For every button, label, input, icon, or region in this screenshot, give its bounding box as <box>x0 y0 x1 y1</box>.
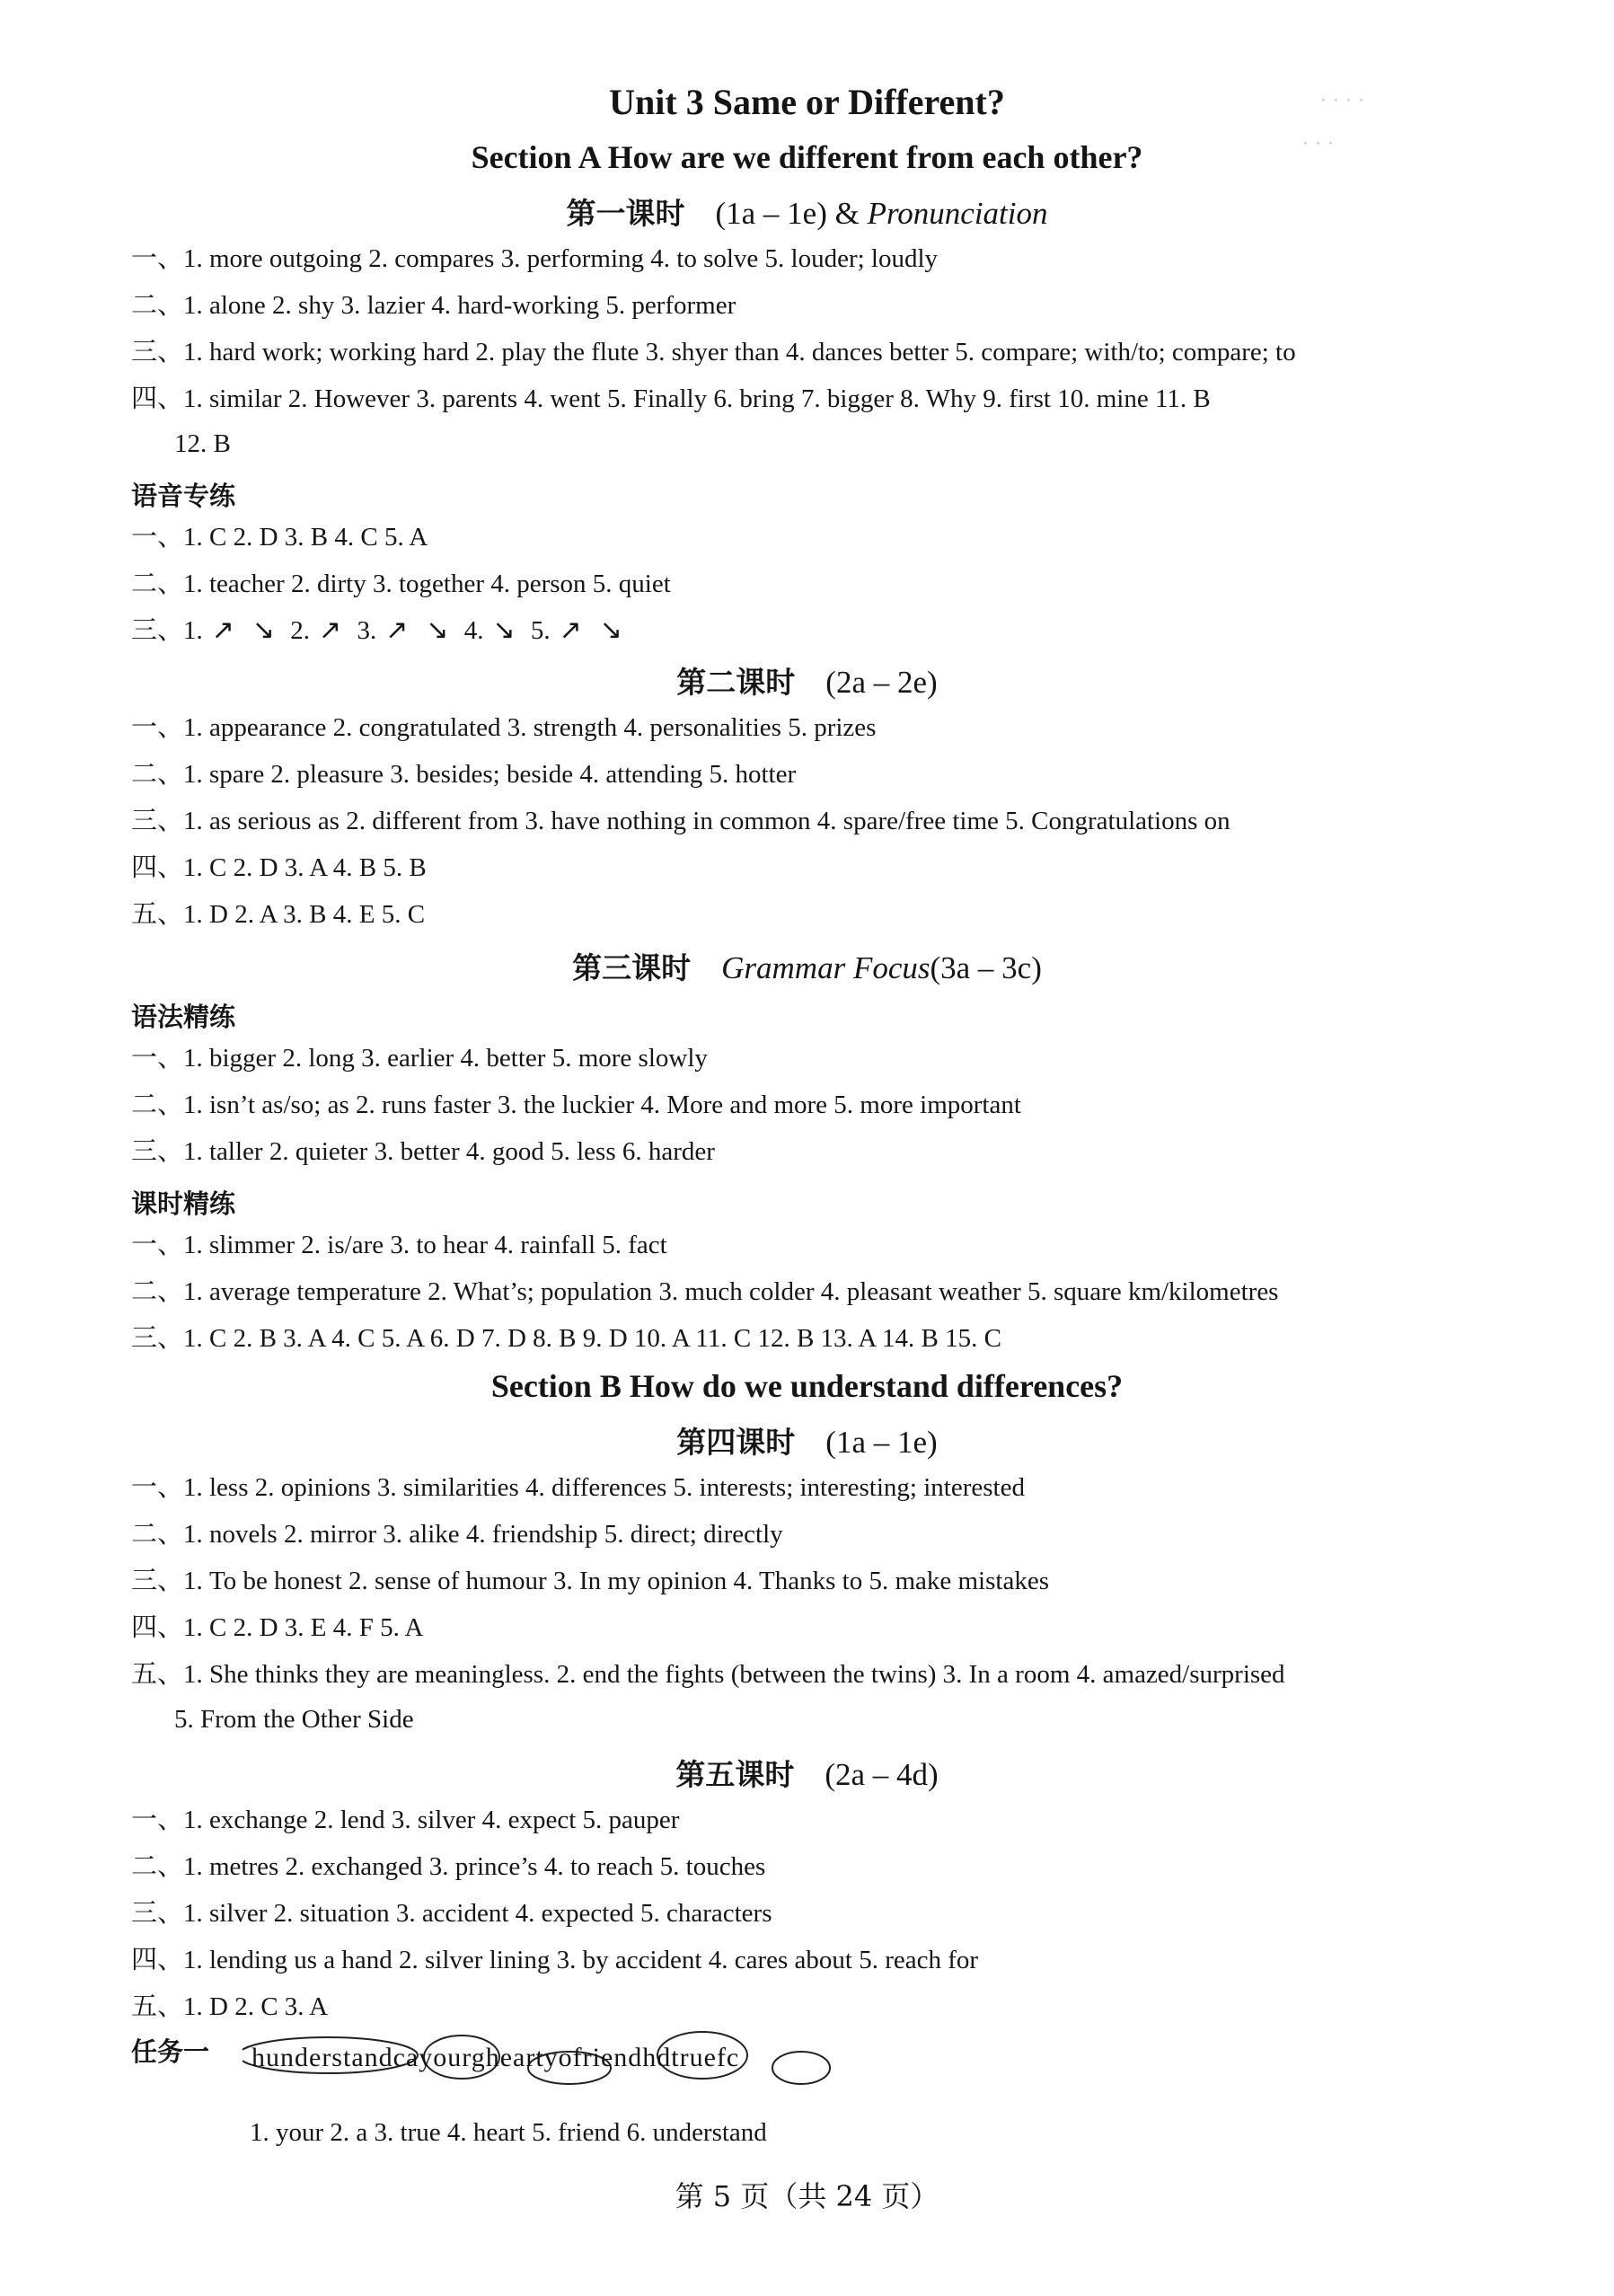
falling-arrow-icon: ↘ <box>251 614 276 646</box>
answer-row: 一、1. C 2. D 3. B 4. C 5. A <box>131 523 428 552</box>
answer-row: 一、1. appearance 2. congratulated 3. strength 4. personalities 5. prizes <box>131 713 877 742</box>
scan-noise: · · · · <box>1320 90 1364 112</box>
lesson-2-heading: 第二课时 (2a – 2e) <box>676 665 938 700</box>
falling-arrow-icon: ↘ <box>426 614 449 646</box>
answer-row: 四、1. similar 2. However 3. parents 4. went 5. Finally 6. bring 7. bigger 8. Why 9. first 10. mine 11. B <box>131 384 1211 413</box>
answer-row: 三、1. C 2. B 3. A 4. C 5. A 6. D 7. D 8. B 9. D 10. A 11. C 12. B 13. A 14. B 15. C <box>131 1324 1001 1353</box>
lesson-1-en-italic: Pronunciation <box>867 196 1048 231</box>
answer-row: 三、1. hard work; working hard 2. play the flute 3. shyer than 4. dances better 5. compare; with/to; compare; to <box>131 338 1296 366</box>
answer-row: 三、1. taller 2. quieter 3. better 4. good 5. less 6. harder <box>131 1137 715 1166</box>
answer-row: 三、1. as serious as 2. different from 3. have nothing in common 4. spare/free time 5. Congratulations on <box>131 807 1230 835</box>
answer-row: 一、1. less 2. opinions 3. similarities 4. differences 5. interests; interesting; interested <box>131 1473 1025 1502</box>
lesson-4-heading: 第四课时 (1a – 1e) <box>676 1425 938 1460</box>
rising-arrow-icon: ↗ <box>559 614 582 646</box>
answer-row: 二、1. spare 2. pleasure 3. besides; beside 4. attending 5. hotter <box>131 760 797 789</box>
subheading-grammar: 语法精练 <box>131 1002 236 1032</box>
answer-row: 四、1. C 2. D 3. E 4. F 5. A <box>131 1613 424 1642</box>
unit-title: Unit 3 Same or Different? <box>609 82 1005 122</box>
answer-row: 12. B <box>174 429 231 458</box>
answer-row: 二、1. metres 2. exchanged 3. prince’s 4. to reach 5. touches <box>131 1852 766 1881</box>
lesson-1-heading <box>0 190 1614 233</box>
answer-row: 二、1. novels 2. mirror 3. alike 4. friendship 5. direct; directly <box>131 1520 783 1549</box>
task-one-label: 任务一 <box>131 2036 210 2067</box>
lesson-5-heading: 第五课时 (2a – 4d) <box>675 1757 939 1792</box>
subheading-phonetics: 语音专练 <box>131 481 236 511</box>
section-b-title: Section B How do we understand differences? <box>490 1368 1124 1404</box>
answer-row: 一、1. more outgoing 2. compares 3. performing 4. to solve 5. louder; loudly <box>131 244 939 273</box>
answer-row: 四、1. C 2. D 3. A 4. B 5. B <box>131 853 427 882</box>
falling-arrow-icon: ↘ <box>492 614 516 646</box>
answer-row: 五、1. D 2. C 3. A <box>131 1992 329 2021</box>
answer-row: 二、1. teacher 2. dirty 3. together 4. person 5. quiet <box>131 570 671 598</box>
answer-row: 二、1. alone 2. shy 3. lazier 4. hard-working 5. performer <box>131 291 736 320</box>
task-answers: 1. your 2. a 3. true 4. heart 5. friend 6. understand <box>250 2118 767 2147</box>
answer-row: 一、1. slimmer 2. is/are 3. to hear 4. rainfall 5. fact <box>131 1231 667 1259</box>
lesson-1-en: (1a – 1e) & <box>715 196 868 231</box>
page-footer: 第 5 页（共 24 页） <box>675 2179 939 2213</box>
word-loop <box>772 2052 830 2084</box>
rising-arrow-icon: ↗ <box>385 614 409 646</box>
lesson-3-heading: 第三课时 Grammar Focus(3a – 3c) <box>572 950 1042 985</box>
answer-row: 四、1. lending us a hand 2. silver lining 3. by accident 4. cares about 5. reach for <box>131 1946 979 1974</box>
word-chain-figure <box>243 2021 871 2102</box>
scan-noise: · · · <box>1302 133 1334 155</box>
answer-row: 一、1. bigger 2. long 3. earlier 4. better 5. more slowly <box>131 1044 708 1073</box>
subheading-lesson-practice: 课时精练 <box>131 1188 236 1219</box>
falling-arrow-icon: ↘ <box>599 614 622 646</box>
answer-row: 二、1. isn’t as/so; as 2. runs faster 3. the luckier 4. More and more 5. more important <box>131 1091 1021 1119</box>
answer-row: 5. From the Other Side <box>174 1705 414 1734</box>
answer-row: 三、1. To be honest 2. sense of humour 3. In my opinion 4. Thanks to 5. make mistakes <box>131 1567 1049 1595</box>
row-label: 三、 <box>131 616 184 645</box>
answer-row: 二、1. average temperature 2. What’s; population 3. much colder 4. pleasant weather 5. square km/kilometres <box>131 1277 1279 1306</box>
answer-row: 五、1. D 2. A 3. B 4. E 5. C <box>131 900 426 929</box>
word-chain-letters: hunderstandcayourgheartyofriendhdtruefc <box>251 2043 740 2072</box>
answer-row: 三、1. silver 2. situation 3. accident 4. expected 5. characters <box>131 1899 772 1928</box>
answer-row: 五、1. She thinks they are meaningless. 2. end the fights (between the twins) 3. In a room 4. amazed/surprised <box>131 1660 1285 1689</box>
rising-arrow-icon: ↗ <box>319 614 342 646</box>
rising-arrow-icon: ↗ <box>211 614 234 646</box>
answer-row: 一、1. exchange 2. lend 3. silver 4. expect 5. pauper <box>131 1806 680 1834</box>
section-a-title: Section A How are we different from each other? <box>471 139 1143 175</box>
intonation-row: 三、1. ↗ ↘ 2. ↗ 3. ↗ ↘ 4. ↘ 5. ↗ ↘ <box>131 614 622 646</box>
lesson-1-cn: 第一课时 <box>566 196 685 231</box>
